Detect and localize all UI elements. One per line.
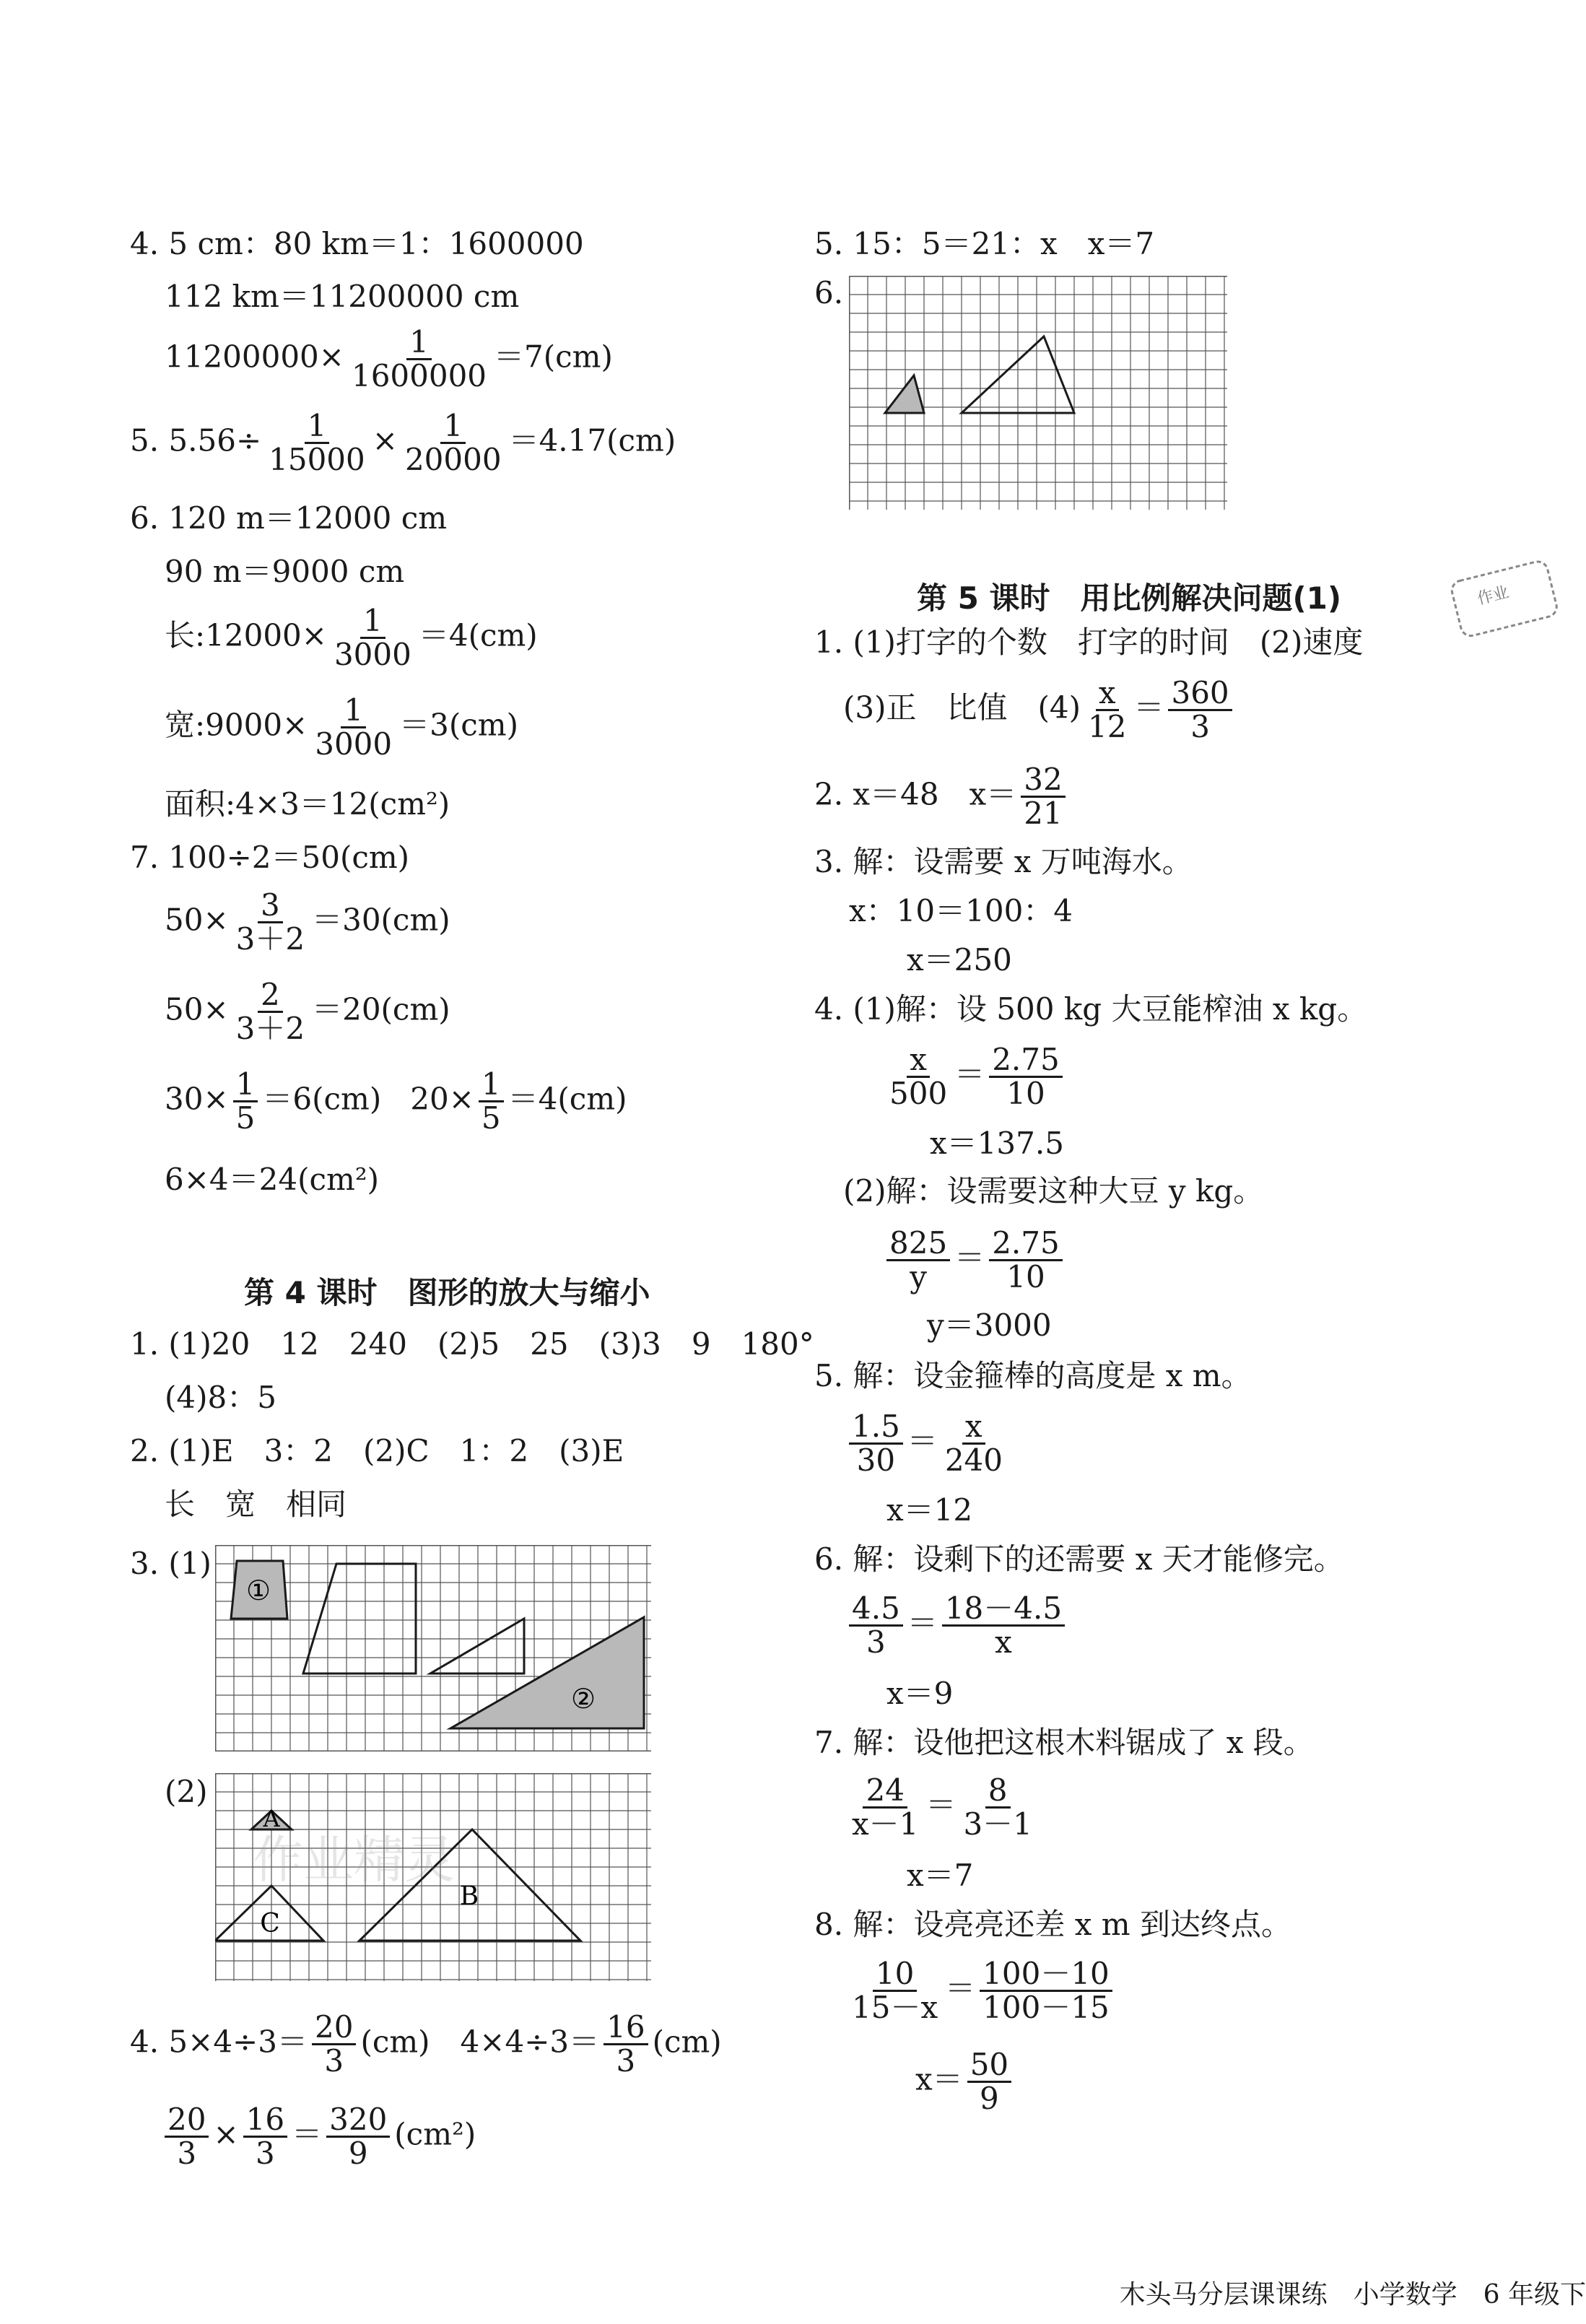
numerator: x bbox=[1096, 677, 1119, 711]
denominator: x bbox=[995, 1624, 1012, 1660]
denominator: 3000 bbox=[315, 726, 393, 762]
denominator: 3 bbox=[616, 2043, 636, 2079]
text: ＝ bbox=[292, 2116, 323, 2152]
q6-line5: 面积:4×3＝12(cm²) bbox=[165, 786, 450, 822]
fraction bbox=[849, 1590, 903, 1660]
denominator: 3 bbox=[1190, 709, 1210, 744]
text: 5. 5.56÷ bbox=[130, 422, 262, 458]
numerator: 24 bbox=[863, 1775, 907, 1809]
small-shaded-triangle bbox=[885, 375, 924, 413]
text: x＝ bbox=[915, 2061, 963, 2097]
numerator: 2 bbox=[258, 979, 283, 1013]
denominator: 5 bbox=[235, 1100, 256, 1136]
numerator: x bbox=[907, 1044, 930, 1078]
text: ＝6(cm) 20× bbox=[262, 1081, 474, 1117]
denominator: y bbox=[910, 1259, 927, 1294]
text: ＝ bbox=[907, 1605, 938, 1641]
watermark: 作业精灵 bbox=[253, 1830, 455, 1889]
text: 长:12000× bbox=[165, 617, 327, 653]
numerator: 10 bbox=[873, 1958, 917, 1992]
numerator: 3 bbox=[258, 889, 283, 923]
text: 2. x＝48 x＝ bbox=[814, 776, 1017, 812]
r-l5-q5c: x＝12 bbox=[886, 1492, 973, 1528]
r-l5-q2 bbox=[814, 764, 1070, 830]
numerator: 1 bbox=[341, 695, 366, 728]
fraction bbox=[243, 2104, 287, 2169]
numerator: 100－10 bbox=[980, 1958, 1112, 1992]
numerator: 1 bbox=[233, 1069, 258, 1102]
numerator: 1 bbox=[440, 410, 466, 444]
denominator: 5 bbox=[481, 1100, 501, 1136]
l4-q2b: 长 宽 相同 bbox=[165, 1487, 347, 1522]
r-l5-q4e bbox=[886, 1227, 1067, 1293]
q6-line3 bbox=[165, 605, 538, 671]
fraction bbox=[980, 1958, 1112, 2024]
fraction bbox=[165, 2104, 209, 2169]
q6-line4 bbox=[165, 692, 518, 762]
r-l5-q4f: y＝3000 bbox=[927, 1307, 1052, 1343]
r-l5-q7a: 7. 解：设他把这根木料锯成了 x 段。 bbox=[814, 1725, 1314, 1760]
text: ＝20(cm) bbox=[312, 991, 450, 1027]
q4-line1: 4. 5 cm：80 km＝1：1600000 bbox=[130, 226, 584, 261]
numerator: 20 bbox=[165, 2104, 209, 2138]
small-triangle bbox=[430, 1619, 524, 1674]
text: ＝ bbox=[954, 1240, 985, 1276]
fraction bbox=[233, 979, 308, 1045]
numerator: 16 bbox=[604, 2011, 648, 2045]
denominator: 500 bbox=[889, 1076, 948, 1111]
q7-line5: 6×4＝24(cm²) bbox=[165, 1162, 380, 1197]
text: ＝ bbox=[1133, 689, 1164, 726]
r-q6-label: 6. bbox=[814, 275, 844, 310]
label-2: ② bbox=[570, 1683, 596, 1715]
denominator: 21 bbox=[1024, 796, 1063, 831]
numerator: 18－4.5 bbox=[942, 1593, 1065, 1627]
denominator: 15000 bbox=[269, 442, 365, 477]
text: (cm) 4×4÷3＝ bbox=[360, 2024, 600, 2060]
text: × bbox=[372, 422, 398, 458]
label-b: B bbox=[459, 1881, 479, 1911]
numerator: 1 bbox=[305, 410, 330, 444]
r-l5-q7c: x＝7 bbox=[907, 1858, 974, 1893]
denominator: 3000 bbox=[334, 637, 411, 672]
q7-line3 bbox=[165, 979, 450, 1045]
r-l5-q4b bbox=[886, 1044, 1067, 1110]
fraction bbox=[266, 410, 368, 476]
denominator: 9 bbox=[980, 2081, 999, 2116]
r-q5: 5. 15：5＝21：x x＝7 bbox=[814, 226, 1155, 261]
r-l5-q3c: x＝250 bbox=[907, 942, 1012, 978]
q6-line1: 6. 120 m＝12000 cm bbox=[130, 500, 448, 536]
lesson4-heading: 第 4 课时 图形的放大与缩小 bbox=[244, 1275, 650, 1310]
fraction bbox=[312, 692, 395, 762]
denominator: 3 bbox=[177, 2136, 197, 2171]
q7-line4 bbox=[165, 1066, 627, 1136]
q6-line2: 90 m＝9000 cm bbox=[165, 554, 405, 589]
text: 4. 5×4÷3＝ bbox=[130, 2024, 308, 2060]
fraction bbox=[402, 410, 505, 476]
fraction bbox=[989, 1227, 1063, 1293]
page-footer: 木头马分层课课练 小学数学 6 年级下 bbox=[1119, 2280, 1586, 2310]
r-l5-q1a: 1. (1)打字的个数 打字的时间 (2)速度 bbox=[814, 624, 1364, 660]
fraction bbox=[989, 1044, 1063, 1110]
numerator: 16 bbox=[243, 2104, 287, 2138]
text: (cm) bbox=[652, 2024, 722, 2060]
text: ＝4(cm) bbox=[418, 617, 538, 653]
text: 11200000× bbox=[165, 339, 344, 375]
text: (cm²) bbox=[394, 2116, 476, 2152]
text: 宽:9000× bbox=[165, 707, 308, 743]
lesson5-heading: 第 5 课时 用比例解决问题(1) bbox=[917, 580, 1342, 616]
text: 50× bbox=[165, 902, 229, 938]
denominator: 1600000 bbox=[351, 358, 487, 393]
trapezoid bbox=[303, 1564, 416, 1674]
text: 30× bbox=[165, 1081, 229, 1117]
denominator: 15－x bbox=[852, 1990, 938, 2025]
fraction bbox=[942, 1411, 1006, 1476]
l4-q3-label1: 3. (1) bbox=[130, 1546, 212, 1581]
fraction bbox=[886, 1044, 950, 1110]
q4-line2: 112 km＝11200000 cm bbox=[165, 279, 520, 314]
grid-6 bbox=[849, 276, 1227, 510]
fraction bbox=[886, 1227, 950, 1293]
r-l5-q8c bbox=[915, 2049, 1016, 2115]
numerator: 320 bbox=[326, 2104, 390, 2138]
numerator: 1 bbox=[360, 605, 385, 639]
text: ＝7(cm) bbox=[494, 339, 613, 375]
r-l5-q5a: 5. 解：设金箍棒的高度是 x m。 bbox=[814, 1358, 1252, 1393]
numerator: 32 bbox=[1021, 764, 1065, 798]
denominator: 3 bbox=[324, 2043, 344, 2079]
label-a: A bbox=[263, 1805, 280, 1832]
r-l5-q4d: (2)解：设需要这种大豆 y kg。 bbox=[843, 1173, 1264, 1209]
text: ＝ bbox=[945, 1970, 976, 2006]
text: ＝4.17(cm) bbox=[508, 422, 676, 458]
stamp-text: 作业 bbox=[1476, 583, 1511, 609]
denominator: 20000 bbox=[404, 442, 502, 477]
fraction bbox=[479, 1066, 504, 1136]
numerator: 50 bbox=[967, 2049, 1011, 2083]
text: ＝4(cm) bbox=[507, 1081, 627, 1117]
l4-q4-line1 bbox=[130, 2011, 722, 2077]
text: 50× bbox=[165, 991, 229, 1027]
denominator: x－1 bbox=[852, 1806, 919, 1842]
fraction bbox=[849, 1411, 903, 1476]
denominator: 3－1 bbox=[963, 1806, 1032, 1842]
fraction bbox=[604, 2011, 648, 2077]
denominator: 12 bbox=[1088, 709, 1127, 744]
fraction bbox=[960, 1772, 1034, 1842]
text: ＝ bbox=[907, 1423, 938, 1459]
l4-q4-line2 bbox=[165, 2104, 476, 2169]
fraction bbox=[1168, 677, 1232, 743]
r-l5-q6a: 6. 解：设剩下的还需要 x 天才能修完。 bbox=[814, 1541, 1344, 1577]
fraction bbox=[349, 326, 489, 392]
r-l5-q6b bbox=[849, 1590, 1069, 1660]
fraction bbox=[849, 1958, 941, 2024]
denominator: 3 bbox=[256, 2136, 275, 2171]
numerator: 4.5 bbox=[849, 1593, 903, 1627]
text: ＝30(cm) bbox=[312, 902, 450, 938]
label-1: ① bbox=[245, 1575, 271, 1606]
numerator: 20 bbox=[312, 2011, 356, 2045]
l4-q1a: 1. (1)20 12 240 (2)5 25 (3)3 9 180° bbox=[130, 1326, 814, 1362]
fraction bbox=[1085, 677, 1129, 743]
q7-line2 bbox=[165, 889, 450, 955]
numerator: 1.5 bbox=[849, 1411, 903, 1445]
numerator: 2.75 bbox=[989, 1044, 1063, 1078]
numerator: 1 bbox=[479, 1069, 504, 1102]
denominator: 9 bbox=[348, 2136, 368, 2171]
fraction bbox=[312, 2011, 356, 2077]
fraction bbox=[849, 1772, 921, 1842]
fraction bbox=[233, 1066, 258, 1136]
fraction bbox=[1021, 764, 1065, 830]
q5-line bbox=[130, 410, 676, 476]
r-l5-q5b bbox=[849, 1411, 1010, 1476]
l4-q3-label2: (2) bbox=[165, 1774, 208, 1809]
r-l5-q8b bbox=[849, 1958, 1117, 2024]
r-l5-q7b bbox=[849, 1772, 1040, 1842]
denominator: 30 bbox=[856, 1442, 896, 1478]
denominator: 100－15 bbox=[982, 1990, 1110, 2025]
fraction bbox=[326, 2104, 390, 2169]
r-l5-q6c: x＝9 bbox=[886, 1676, 954, 1711]
r-l5-q3b: x：10＝100：4 bbox=[849, 893, 1073, 928]
fraction bbox=[967, 2049, 1011, 2115]
numerator: x bbox=[962, 1411, 985, 1445]
fraction bbox=[331, 605, 414, 671]
denominator: 10 bbox=[1006, 1076, 1045, 1111]
q4-line3 bbox=[165, 326, 613, 392]
text: ＝3(cm) bbox=[399, 707, 518, 743]
text: ＝ bbox=[925, 1787, 957, 1823]
denominator: 3＋2 bbox=[235, 921, 305, 957]
stamp-logo bbox=[1444, 551, 1567, 647]
denominator: 3＋2 bbox=[235, 1011, 305, 1046]
r-l5-q4c: x＝137.5 bbox=[930, 1126, 1064, 1161]
r-l5-q4a: 4. (1)解：设 500 kg 大豆能榨油 x kg。 bbox=[814, 991, 1368, 1027]
fraction bbox=[942, 1590, 1065, 1660]
denominator: 3 bbox=[866, 1624, 886, 1660]
r-l5-q3a: 3. 解：设需要 x 万吨海水。 bbox=[814, 844, 1193, 879]
text: ＝ bbox=[954, 1056, 985, 1092]
r-l5-q8a: 8. 解：设亮亮还差 x m 到达终点。 bbox=[814, 1907, 1291, 1942]
grid-3-1 bbox=[215, 1545, 651, 1751]
numerator: 360 bbox=[1168, 677, 1232, 711]
l4-q2a: 2. (1)E 3：2 (2)C 1：2 (3)E bbox=[130, 1433, 624, 1468]
text: × bbox=[213, 2116, 239, 2152]
r-l5-q1b bbox=[843, 677, 1237, 743]
denominator: 240 bbox=[944, 1442, 1003, 1478]
q7-line1: 7. 100÷2＝50(cm) bbox=[130, 840, 410, 875]
numerator: 825 bbox=[886, 1227, 950, 1261]
denominator: 10 bbox=[1006, 1259, 1045, 1294]
numerator: 2.75 bbox=[989, 1227, 1063, 1261]
label-c: C bbox=[260, 1909, 280, 1938]
numerator: 1 bbox=[406, 326, 432, 360]
numerator: 8 bbox=[985, 1775, 1011, 1809]
l4-q1b: (4)8：5 bbox=[165, 1380, 276, 1415]
text: (3)正 比值 (4) bbox=[843, 689, 1081, 726]
fraction bbox=[233, 889, 308, 955]
